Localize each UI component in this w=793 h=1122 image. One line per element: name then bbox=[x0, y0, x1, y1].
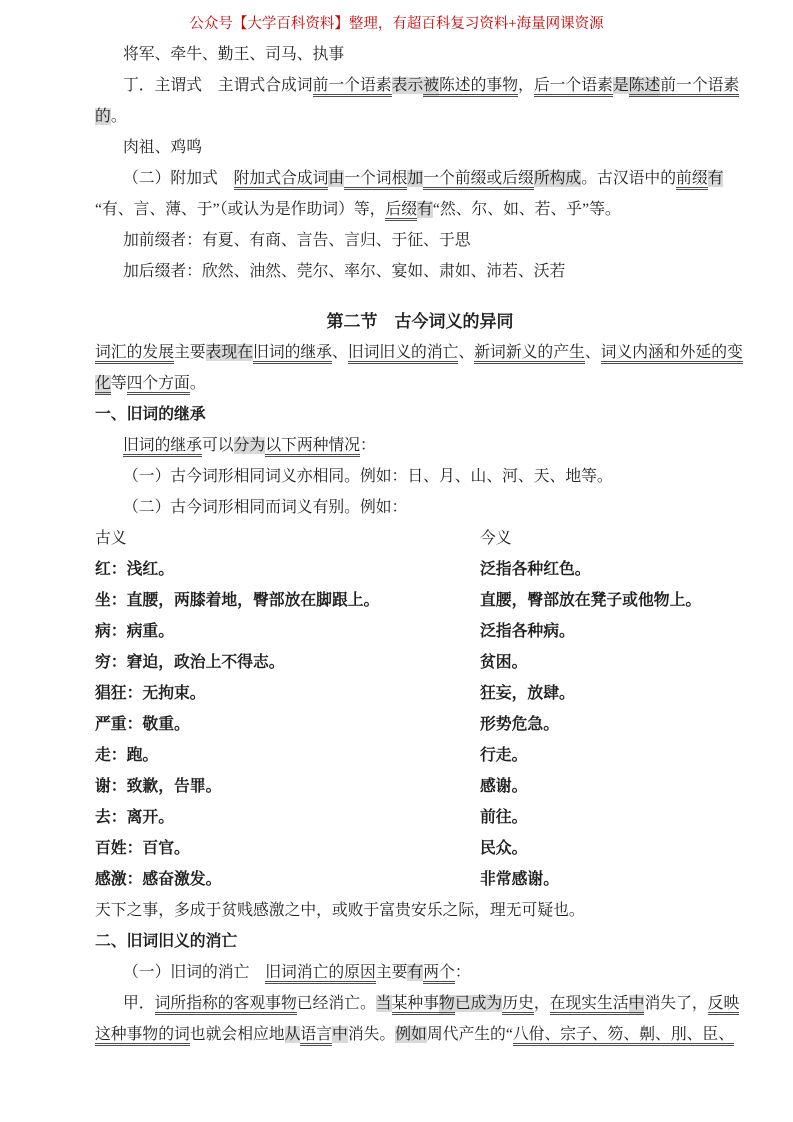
text-run: 词汇的发展 bbox=[95, 344, 174, 364]
text-run: 旧词的继承 bbox=[123, 437, 202, 457]
text-run: 陈述的事物 bbox=[439, 77, 518, 97]
text-run: 例如 bbox=[395, 1026, 427, 1043]
paragraph-sv-examples: 将军、牵牛、勤王、司马、执事 bbox=[123, 46, 345, 63]
section-title: 第二节 古今词义的异同 bbox=[326, 312, 514, 331]
paragraph-inheritance-cases bbox=[95, 430, 745, 461]
text-run: 后缀 bbox=[385, 201, 417, 221]
text-run: 、 bbox=[584, 344, 601, 361]
paragraph-case-two: （二）古今词形相同而词义有别。例如： bbox=[123, 499, 408, 516]
text-run: ， bbox=[533, 995, 550, 1012]
text-run: 中 bbox=[332, 1026, 348, 1043]
text-run: 某种事 bbox=[392, 995, 439, 1015]
text-run: 这种事物的词 bbox=[95, 1026, 190, 1046]
text-run: 有 bbox=[407, 964, 424, 981]
text-run: 等 bbox=[110, 375, 127, 392]
paragraph-jia-referent-extinct bbox=[95, 988, 745, 1050]
text-run: （一）旧词的消亡 bbox=[123, 964, 266, 981]
text-run: 一个前缀或后缀 bbox=[423, 170, 534, 190]
paragraph-ding-subject-predicate bbox=[95, 70, 745, 132]
text-run: 旧词消亡的原因 bbox=[265, 964, 376, 984]
term-new: 前往。 bbox=[480, 809, 528, 826]
text-run: 词义内涵和外延的变 bbox=[601, 344, 743, 364]
text-run: 有 bbox=[417, 201, 433, 218]
text-run: “有、言、薄、于”（或认为是作助词）等， bbox=[95, 201, 386, 218]
glossary-row bbox=[95, 585, 745, 616]
text-run: 分为 bbox=[233, 437, 266, 454]
term-new: 感谢。 bbox=[480, 778, 528, 795]
term-old: 病：病重。 bbox=[95, 623, 174, 640]
text-run: 加 bbox=[407, 170, 424, 187]
heading-old-meanings-extinction: 二、旧词旧义的消亡 bbox=[95, 933, 238, 950]
term-old: 猖狂：无拘束。 bbox=[95, 685, 206, 702]
text-run: 旧词旧义的消亡 bbox=[348, 344, 459, 364]
glossary-table bbox=[95, 523, 745, 895]
paragraph-case-one: （一）古今词形相同词义亦相同。例如：日、月、山、河、天、地等。 bbox=[123, 468, 613, 485]
text-run: 丁．主谓式 主谓式合成词 bbox=[123, 77, 313, 94]
term-new: 狂妄，放肆。 bbox=[480, 685, 575, 702]
glossary-row bbox=[95, 864, 745, 895]
term-old: 百姓：百官。 bbox=[95, 840, 190, 857]
text-run: 前缀 bbox=[676, 170, 708, 190]
text-run: ： bbox=[360, 437, 376, 454]
text-run: 。古汉语中的 bbox=[581, 170, 677, 187]
text-run: 反映 bbox=[708, 995, 740, 1015]
glossary-row bbox=[95, 616, 745, 647]
text-run: 由 bbox=[328, 170, 345, 187]
text-run: 。 bbox=[189, 375, 206, 392]
glossary-row bbox=[95, 802, 745, 833]
term-old: 谢：致歉，告罪。 bbox=[95, 778, 222, 795]
text-run: 一个词根 bbox=[344, 170, 407, 190]
red-banner-text: 公众号【大学百科资料】整理，有超百科复习资料+海量网课资源 bbox=[189, 16, 604, 32]
text-run: 已经消亡。 bbox=[296, 995, 376, 1012]
text-run: 前一个语素 bbox=[313, 77, 392, 97]
glossary-row bbox=[95, 554, 745, 585]
paragraph-sv-examples-2: 肉祖、鸡鸣 bbox=[123, 139, 202, 156]
term-new: 直腰，臀部放在凳子或他物上。 bbox=[480, 592, 702, 609]
text-run: 历史 bbox=[502, 995, 534, 1015]
text-run: 旧词的继承 bbox=[253, 344, 332, 364]
text-run: 后一个语素 bbox=[534, 77, 613, 97]
text-run: 被 bbox=[423, 77, 439, 97]
text-run: 当 bbox=[375, 995, 392, 1012]
text-run: 已成为 bbox=[454, 995, 503, 1012]
text-run: 化 bbox=[95, 375, 111, 395]
term-new: 非常感谢。 bbox=[480, 871, 559, 888]
text-run: 新词新义的产生 bbox=[474, 344, 585, 364]
text-run: 也就会相应地 bbox=[189, 1026, 285, 1043]
glossary-row bbox=[95, 647, 745, 678]
paragraph-quote-tianxia: 天下之事，多成于贫贱感激之中，或败于富贵安乐之际，理无可疑也。 bbox=[95, 902, 585, 919]
text-run: 的 bbox=[95, 108, 111, 125]
term-old: 坐：直腰，两膝着地，臀部放在脚跟上。 bbox=[95, 592, 380, 609]
text-run: 词所指称的客观事物 bbox=[155, 995, 297, 1015]
text-run: 在现实生活 bbox=[550, 995, 629, 1015]
text-run: 语言 bbox=[300, 1026, 332, 1046]
term-new: 贫困。 bbox=[480, 654, 528, 671]
term-old: 去：离开。 bbox=[95, 809, 174, 826]
glossary-row bbox=[95, 771, 745, 802]
text-run: 主要 bbox=[375, 964, 408, 981]
text-run: 、 bbox=[458, 344, 475, 361]
column-header-old-meaning: 古义 bbox=[95, 530, 127, 547]
text-run: 消失了， bbox=[644, 995, 708, 1012]
term-new: 泛指各种病。 bbox=[480, 623, 575, 640]
text-run: 四个方面 bbox=[127, 375, 190, 395]
heading-old-words-inheritance: 一、旧词的继承 bbox=[95, 406, 206, 423]
text-run: “然、尔、如、若、乎”等。 bbox=[432, 201, 621, 218]
term-new: 泛指各种红色。 bbox=[480, 561, 591, 578]
text-run: 从 bbox=[284, 1026, 301, 1043]
text-run: 。 bbox=[110, 108, 127, 125]
text-run: 以下两种情况 bbox=[265, 437, 360, 457]
text-run: ， bbox=[518, 77, 534, 94]
text-run: 附加式合成词 bbox=[234, 170, 329, 190]
term-new: 民众。 bbox=[480, 840, 528, 857]
column-header-new-meaning: 今义 bbox=[480, 530, 512, 547]
text-run: 表现在 bbox=[205, 344, 254, 361]
paragraph-affix-type bbox=[95, 163, 745, 225]
paragraph-prefix-examples: 加前缀者：有夏、有商、言告、言归、于征、于思 bbox=[123, 232, 471, 249]
text-run: 两个 bbox=[423, 964, 455, 984]
glossary-row bbox=[95, 833, 745, 864]
term-old: 严重：敬重。 bbox=[95, 716, 190, 733]
text-run: 周代产生的“ bbox=[426, 1026, 513, 1043]
text-run: 主要 bbox=[174, 344, 206, 361]
text-run: 是 bbox=[612, 77, 629, 94]
text-run: 八佾、宗子、笏、劓、刖、臣、 bbox=[513, 1026, 734, 1046]
text-run: 可以 bbox=[202, 437, 234, 454]
glossary-row bbox=[95, 740, 745, 771]
glossary-row bbox=[95, 678, 745, 709]
term-old: 红：浅红。 bbox=[95, 561, 174, 578]
text-run: ： bbox=[454, 964, 471, 981]
text-run: （二）附加式 bbox=[123, 170, 234, 187]
text-run: 所构成 bbox=[533, 170, 582, 187]
text-run: 有 bbox=[707, 170, 724, 187]
paragraph-intro-four-aspects bbox=[95, 337, 745, 399]
text-run: 表示 bbox=[391, 77, 424, 94]
glossary-row bbox=[95, 709, 745, 740]
text-run: 前一个语素 bbox=[660, 77, 739, 97]
paragraph-suffix-examples: 加后缀者：欣然、油然、莞尔、率尔、宴如、肃如、沛若、沃若 bbox=[123, 263, 566, 280]
term-new: 行走。 bbox=[480, 747, 528, 764]
term-old: 穷：窘迫，政治上不得志。 bbox=[95, 654, 285, 671]
term-old: 感激：感奋激发。 bbox=[95, 871, 222, 888]
paragraph-extinction-reasons bbox=[95, 957, 745, 988]
text-run: 中 bbox=[629, 995, 645, 1015]
term-new: 形势危急。 bbox=[480, 716, 559, 733]
text-run: 甲． bbox=[123, 995, 155, 1012]
text-run: 消失。 bbox=[347, 1026, 396, 1043]
term-old: 走：跑。 bbox=[95, 747, 159, 764]
text-run: 物 bbox=[439, 995, 455, 1015]
text-run: 陈述 bbox=[629, 77, 661, 97]
text-run: 、 bbox=[332, 344, 348, 361]
glossary-header-row bbox=[95, 523, 745, 554]
